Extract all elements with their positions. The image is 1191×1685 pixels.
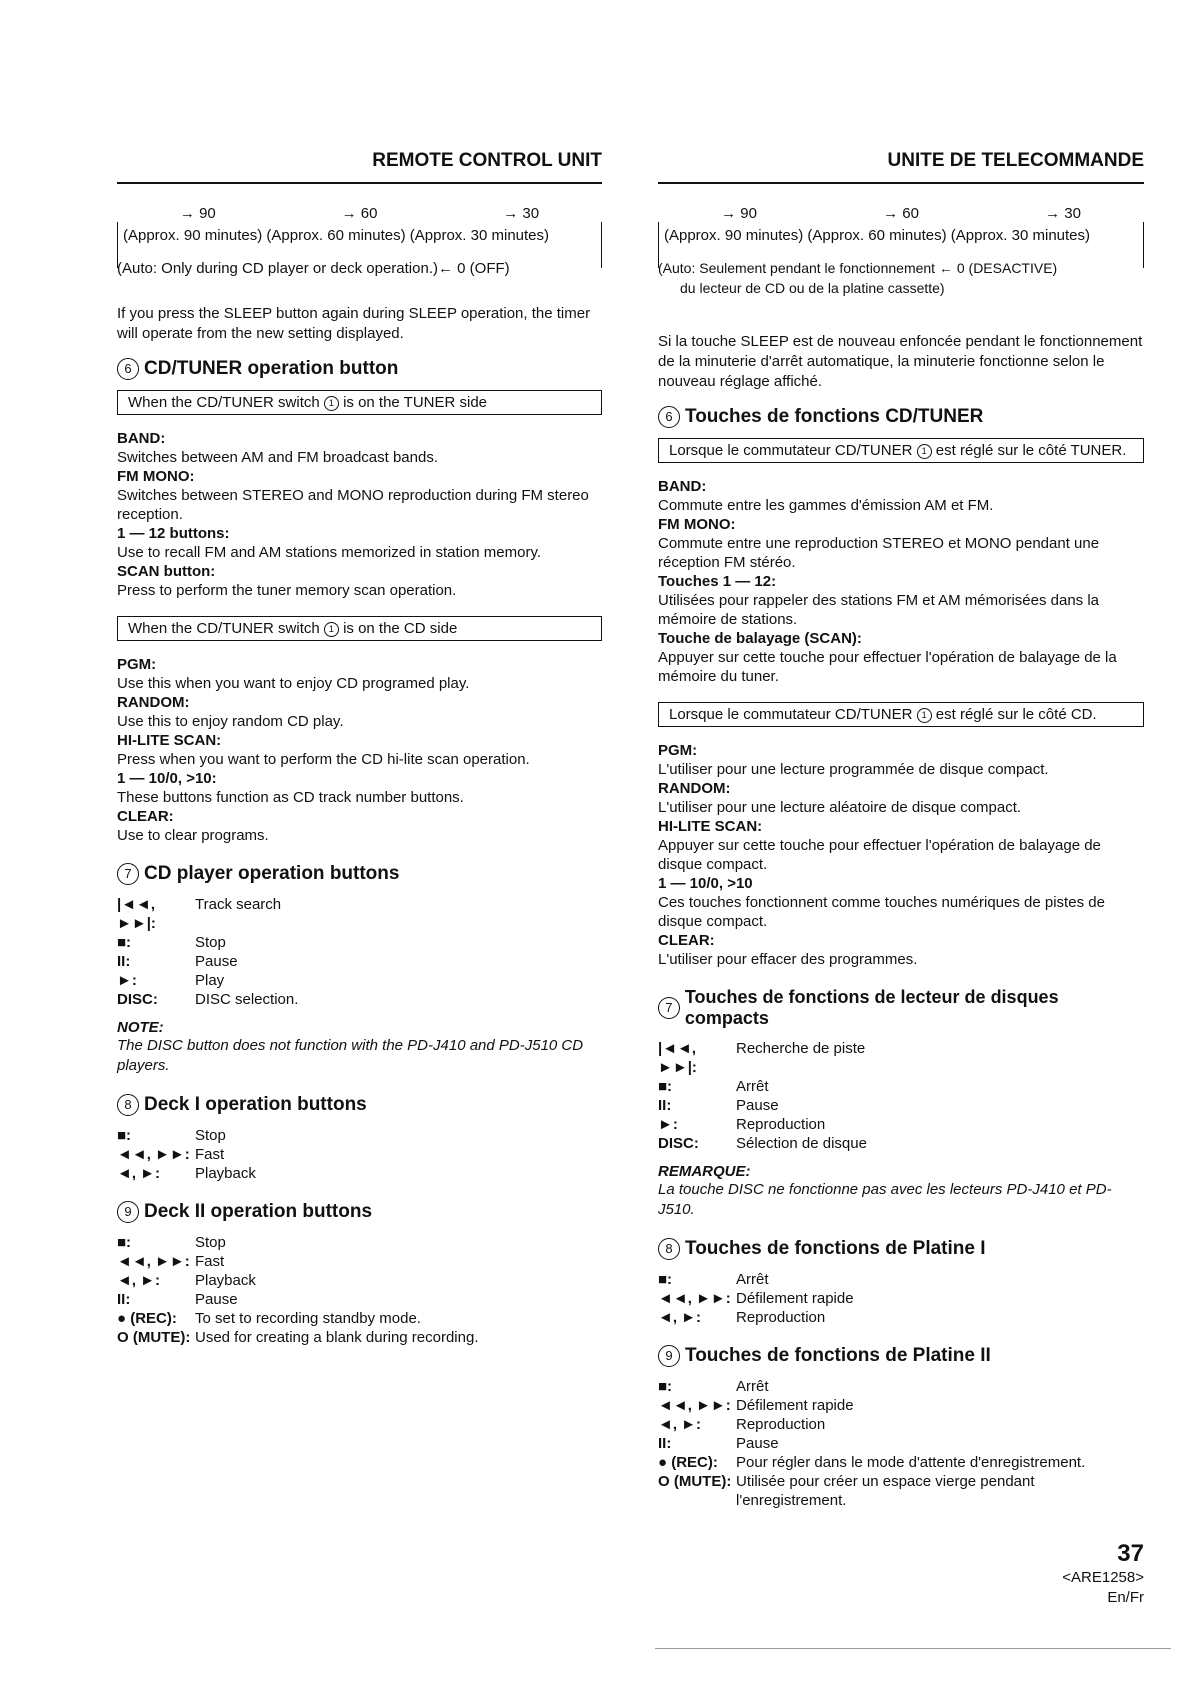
cd-side-box <box>658 702 1144 727</box>
key-row <box>117 1164 602 1183</box>
diagram-steps <box>658 205 1144 222</box>
switch-number: 1 <box>917 708 932 723</box>
key-symbol: ►: <box>658 1116 678 1133</box>
cd-player-rows <box>117 895 602 1009</box>
english-column <box>117 150 602 1347</box>
desc: Use this when you want to enjoy CD programed play. <box>117 675 470 692</box>
key-function: Utilisée pour créer un espace vierge pendant l'enregistrement. <box>736 1473 1035 1509</box>
key-row <box>658 1453 1144 1472</box>
key-symbol: DISC: <box>658 1135 699 1152</box>
key-symbol: ■: <box>658 1271 673 1288</box>
switch-number: 1 <box>324 622 339 637</box>
key-function: Stop <box>195 1234 226 1251</box>
term: HI-LITE SCAN: <box>117 732 222 749</box>
section-title: Deck I operation buttons <box>144 1094 367 1115</box>
key-symbol: ■: <box>117 1234 132 1251</box>
key-row <box>117 1309 602 1328</box>
key-row <box>658 1289 1144 1308</box>
section-number: 6 <box>658 406 680 428</box>
section-9-heading <box>658 1345 1144 1367</box>
key-symbol: ◄◄, ►►: <box>658 1290 731 1307</box>
term: SCAN button: <box>117 563 216 580</box>
desc: Commute entre une reproduction STEREO et MONO pendant une réception FM stéréo. <box>658 535 1100 571</box>
french-column <box>658 150 1144 1510</box>
key-row <box>658 1134 1144 1153</box>
term: BAND: <box>117 430 166 447</box>
term: PGM: <box>117 656 157 673</box>
section-6-heading <box>117 358 602 380</box>
key-symbol: II: <box>117 1291 131 1308</box>
key-row <box>658 1415 1144 1434</box>
note-title: NOTE: <box>117 1019 164 1036</box>
desc: Commute entre les gammes d'émission AM et FM. <box>658 497 994 514</box>
key-function: Reproduction <box>736 1116 826 1133</box>
key-function: Recherche de piste <box>736 1040 866 1057</box>
key-row <box>117 1290 602 1309</box>
key-function: Playback <box>195 1272 256 1289</box>
key-function: Reproduction <box>736 1309 826 1326</box>
step-30: → 30 <box>982 205 1144 222</box>
key-row <box>117 1328 602 1347</box>
key-row <box>117 990 602 1009</box>
section-8-heading <box>658 1238 1144 1260</box>
term: FM MONO: <box>658 516 736 533</box>
note-title: REMARQUE: <box>658 1163 751 1180</box>
section-number: 7 <box>658 997 680 1019</box>
key-row <box>117 1252 602 1271</box>
key-symbol: ◄◄, ►►: <box>117 1146 190 1163</box>
section-number: 9 <box>117 1201 139 1223</box>
key-function: Track search <box>195 896 282 913</box>
term: Touches 1 — 12: <box>658 573 777 590</box>
key-function: Reproduction <box>736 1416 826 1433</box>
page-footer <box>1062 1540 1144 1608</box>
sleep-paragraph: If you press the SLEEP button again during SLEEP operation, the timer will operate from the new setting displayed. <box>117 305 591 342</box>
key-function: Pause <box>736 1097 779 1114</box>
key-function: Pause <box>195 1291 238 1308</box>
key-function: Sélection de disque <box>736 1135 867 1152</box>
key-function: Fast <box>195 1253 225 1270</box>
section-title: Touches de fonctions CD/TUNER <box>685 406 984 427</box>
key-row <box>117 895 602 933</box>
key-row <box>117 1271 602 1290</box>
key-row <box>117 952 602 971</box>
document-code: <ARE1258> <box>1062 1569 1144 1586</box>
deck1-rows <box>117 1126 602 1183</box>
desc: L'utiliser pour une lecture aléatoire de disque compact. <box>658 799 1022 816</box>
key-symbol: ● (REC): <box>117 1310 177 1327</box>
term: PGM: <box>658 742 698 759</box>
section-number: 6 <box>117 358 139 380</box>
switch-number: 1 <box>917 444 932 459</box>
language-code: En/Fr <box>1107 1589 1144 1606</box>
deck2-rows <box>658 1377 1144 1510</box>
key-symbol: ● (REC): <box>658 1454 718 1471</box>
box-text: Lorsque le commutateur CD/TUNER <box>669 706 913 723</box>
desc: Press when you want to perform the CD hi-lite scan operation. <box>117 751 530 768</box>
term: CLEAR: <box>658 932 715 949</box>
key-symbol: ◄, ►: <box>658 1309 702 1326</box>
key-function: Pour régler dans le mode d'attente d'enregistrement. <box>736 1454 1086 1471</box>
cd-items <box>117 655 602 845</box>
desc: These buttons function as CD track number buttons. <box>117 789 464 806</box>
key-symbol: ◄, ►: <box>117 1272 161 1289</box>
step-60: → 60 <box>820 205 982 222</box>
key-function: Défilement rapide <box>736 1397 854 1414</box>
key-function: Pause <box>195 953 238 970</box>
key-row <box>658 1434 1144 1453</box>
key-function: Arrêt <box>736 1271 769 1288</box>
key-row <box>658 1308 1144 1327</box>
key-symbol: ◄◄, ►►: <box>117 1253 190 1270</box>
term: CLEAR: <box>117 808 174 825</box>
tuner-side-box <box>658 438 1144 463</box>
key-row <box>658 1472 1144 1510</box>
section-number: 7 <box>117 863 139 885</box>
box-text: When the CD/TUNER switch <box>128 394 320 411</box>
key-symbol: ■: <box>117 1127 132 1144</box>
key-row <box>117 1126 602 1145</box>
key-symbol: DISC: <box>117 991 158 1008</box>
term: Touche de balayage (SCAN): <box>658 630 862 647</box>
key-symbol: |◄◄, ►►|: <box>117 896 156 932</box>
box-text: est réglé sur le côté CD. <box>935 706 1097 723</box>
step-90: → 90 <box>658 205 820 222</box>
section-6-heading <box>658 406 1144 428</box>
desc: Appuyer sur cette touche pour effectuer l'opération de balayage de disque compact. <box>658 837 1101 873</box>
key-symbol: ◄◄, ►►: <box>658 1397 731 1414</box>
section-title: Touches de fonctions de lecteur de disques compacts <box>684 987 1059 1028</box>
term: HI-LITE SCAN: <box>658 818 763 835</box>
sleep-timer-diagram <box>658 205 1144 304</box>
section-header: UNITE DE TELECOMMANDE <box>658 150 1144 184</box>
deck2-rows <box>117 1233 602 1347</box>
sleep-timer-diagram <box>117 205 602 290</box>
section-number: 8 <box>117 1094 139 1116</box>
desc: Press to perform the tuner memory scan operation. <box>117 582 457 599</box>
box-text: est réglé sur le côté TUNER. <box>935 442 1127 459</box>
sleep-paragraph: Si la touche SLEEP est de nouveau enfoncée pendant le fonctionnement de la minuterie d'arrêt automatique, la minuterie fonctionne selon le nouveau réglage affiché. <box>658 333 1143 390</box>
desc: Ces touches fonctionnent comme touches numériques de pistes de disque compact. <box>658 894 1105 930</box>
key-row <box>658 1115 1144 1134</box>
key-symbol: O (MUTE): <box>117 1329 191 1346</box>
key-symbol: |◄◄, ►►|: <box>658 1040 697 1076</box>
key-function: Arrêt <box>736 1378 769 1395</box>
cd-side-box <box>117 616 602 641</box>
tuner-items <box>117 429 602 600</box>
desc: Switches between AM and FM broadcast bands. <box>117 449 439 466</box>
desc: Switches between STEREO and MONO reproduction during FM stereo reception. <box>117 487 589 523</box>
key-symbol: II: <box>658 1097 672 1114</box>
desc: Use to clear programs. <box>117 827 269 844</box>
desc: Utilisées pour rappeler des stations FM et AM mémorisées dans la mémoire de stations. <box>658 592 1100 628</box>
diagram-steps <box>117 205 602 222</box>
section-title: CD player operation buttons <box>144 863 400 884</box>
key-function: Used for creating a blank during recording. <box>195 1329 479 1346</box>
section-title: Deck II operation buttons <box>144 1201 373 1222</box>
section-number: 8 <box>658 1238 680 1260</box>
box-text: When the CD/TUNER switch <box>128 620 320 637</box>
key-function: Pause <box>736 1435 779 1452</box>
step-90: → 90 <box>117 205 279 222</box>
key-row <box>658 1039 1144 1077</box>
key-symbol: II: <box>117 953 131 970</box>
key-symbol: II: <box>658 1435 672 1452</box>
box-text: is on the CD side <box>343 620 458 637</box>
section-title: Touches de fonctions de Platine I <box>685 1238 986 1259</box>
section-8-heading <box>117 1094 602 1116</box>
key-function: Stop <box>195 934 226 951</box>
key-symbol: ■: <box>658 1378 673 1395</box>
key-row <box>658 1077 1144 1096</box>
key-row <box>117 1233 602 1252</box>
key-row <box>658 1096 1144 1115</box>
key-function: Play <box>195 972 225 989</box>
key-function: Fast <box>195 1146 225 1163</box>
cd-player-rows <box>658 1039 1144 1153</box>
section-title: CD/TUNER operation button <box>144 358 399 379</box>
section-9-heading <box>117 1201 602 1223</box>
key-row <box>117 971 602 990</box>
page-number: 37 <box>1117 1540 1144 1567</box>
key-row <box>658 1377 1144 1396</box>
desc: Appuyer sur cette touche pour effectuer l'opération de balayage de la mémoire du tuner. <box>658 649 1117 685</box>
key-symbol: ◄, ►: <box>117 1165 161 1182</box>
cd-items <box>658 741 1144 969</box>
key-row <box>658 1270 1144 1289</box>
box-text: Lorsque le commutateur CD/TUNER <box>669 442 913 459</box>
diagram-auto: (Auto: Seulement pendant le fonctionnement ← 0 (DESACTIVE) <box>658 260 1058 276</box>
key-symbol: O (MUTE): <box>658 1473 732 1490</box>
key-function: Défilement rapide <box>736 1290 854 1307</box>
diagram-minutes: (Approx. 90 minutes) (Approx. 60 minutes) (Approx. 30 minutes) <box>664 227 1091 244</box>
tuner-items <box>658 477 1144 686</box>
section-header: REMOTE CONTROL UNIT <box>117 150 602 184</box>
key-symbol: ◄, ►: <box>658 1416 702 1433</box>
diagram-minutes: (Approx. 90 minutes) (Approx. 60 minutes) (Approx. 30 minutes) <box>123 227 550 244</box>
key-function: DISC selection. <box>195 991 299 1008</box>
section-7-heading <box>658 987 1144 1029</box>
section-number: 9 <box>658 1345 680 1367</box>
tuner-side-box <box>117 390 602 415</box>
desc: L'utiliser pour effacer des programmes. <box>658 951 918 968</box>
key-function: Stop <box>195 1127 226 1144</box>
step-30: → 30 <box>440 205 602 222</box>
term: RANDOM: <box>117 694 190 711</box>
term: 1 — 10/0, >10: <box>117 770 217 787</box>
note-body: La touche DISC ne fonctionne pas avec les lecteurs PD-J410 et PD-J510. <box>658 1181 1112 1218</box>
deck1-rows <box>658 1270 1144 1327</box>
term: 1 — 12 buttons: <box>117 525 230 542</box>
box-text: is on the TUNER side <box>343 394 488 411</box>
key-function: Arrêt <box>736 1078 769 1095</box>
key-row <box>117 1145 602 1164</box>
key-function: Playback <box>195 1165 256 1182</box>
switch-number: 1 <box>324 396 339 411</box>
diagram-auto: (Auto: Only during CD player or deck operation.)← 0 (OFF) <box>117 260 510 277</box>
desc: Use this to enjoy random CD play. <box>117 713 344 730</box>
step-60: → 60 <box>279 205 441 222</box>
section-title: Touches de fonctions de Platine II <box>685 1345 991 1366</box>
diagram-auto-cont: du lecteur de CD ou de la platine cassette) <box>680 280 945 296</box>
key-row <box>117 933 602 952</box>
bottom-rule <box>655 1648 1171 1649</box>
section-7-heading <box>117 863 602 885</box>
key-row <box>658 1396 1144 1415</box>
term: FM MONO: <box>117 468 195 485</box>
key-symbol: ►: <box>117 972 137 989</box>
desc: Use to recall FM and AM stations memorized in station memory. <box>117 544 542 561</box>
key-function: To set to recording standby mode. <box>195 1310 421 1327</box>
term: 1 — 10/0, >10 <box>658 875 753 892</box>
term: RANDOM: <box>658 780 731 797</box>
note-body: The DISC button does not function with the PD-J410 and PD-J510 CD players. <box>117 1037 584 1074</box>
key-symbol: ■: <box>658 1078 673 1095</box>
key-symbol: ■: <box>117 934 132 951</box>
desc: L'utiliser pour une lecture programmée de disque compact. <box>658 761 1049 778</box>
term: BAND: <box>658 478 707 495</box>
